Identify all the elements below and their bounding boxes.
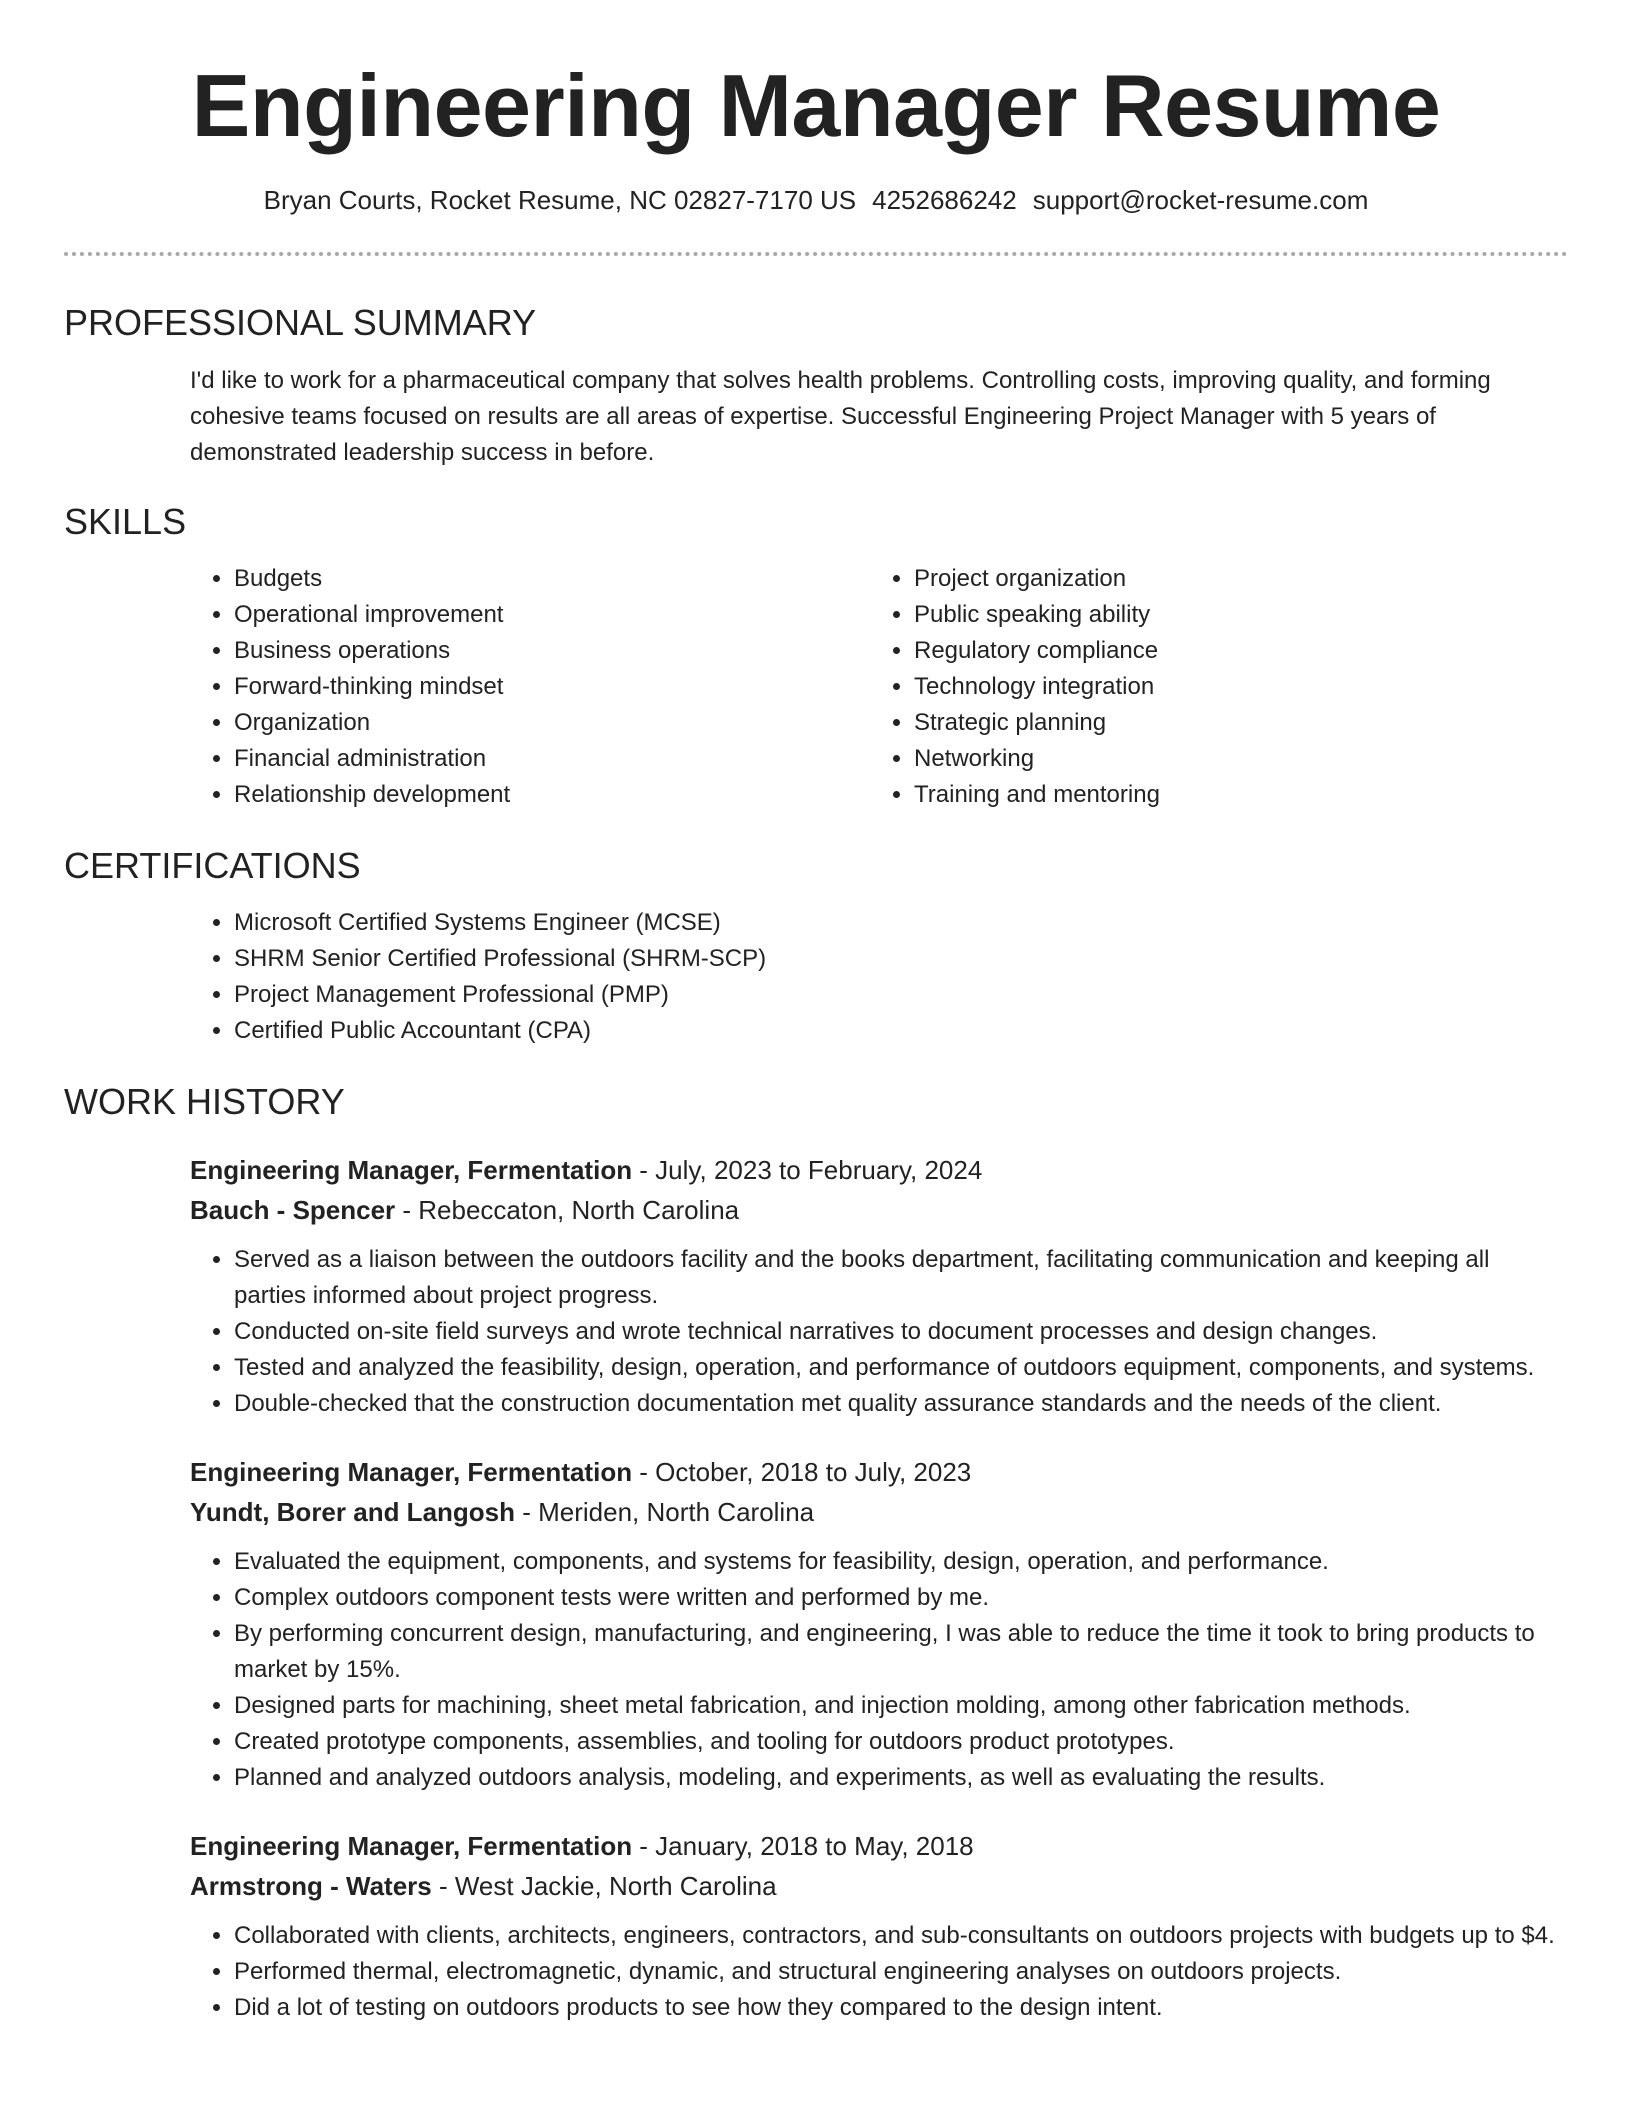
skill-item: • Operational improvement	[234, 597, 870, 633]
job-bullet: • Collaborated with clients, architects, engineers, contractors, and sub-consultants on outdoors projects with budgets up to $4.	[234, 1918, 1568, 1954]
job-bullet-list	[190, 1544, 1568, 1796]
skill-item: • Strategic planning	[914, 705, 1550, 741]
resume-title: Engineering Manager Resume	[191, 56, 1441, 155]
job-location: - Meriden, North Carolina	[515, 1497, 815, 1527]
job-title-line	[190, 1826, 1568, 1866]
job-bullet: • Conducted on-site field surveys and wrote technical narratives to document processes and design changes.	[234, 1314, 1568, 1350]
job-entry	[190, 1452, 1568, 1796]
skills-list	[190, 561, 1568, 813]
job-bullet: • Designed parts for machining, sheet metal fabrication, and injection molding, among other fabrication methods.	[234, 1688, 1568, 1724]
job-bullet: • Double-checked that the construction documentation met quality assurance standards and the needs of the client.	[234, 1386, 1568, 1422]
job-bullet-list	[190, 1918, 1568, 2026]
job-bullet: • Performed thermal, electromagnetic, dynamic, and structural engineering analyses on outdoors projects.	[234, 1954, 1568, 1990]
contact-address: Bryan Courts, Rocket Resume, NC 02827-7170 US	[263, 185, 857, 215]
skill-item: • Regulatory compliance	[914, 633, 1550, 669]
certifications-list	[190, 905, 1568, 1049]
certification-item: • SHRM Senior Certified Professional (SHRM-SCP)	[234, 941, 1568, 977]
certification-item: • Project Management Professional (PMP)	[234, 977, 1568, 1013]
header-divider	[64, 252, 1568, 256]
job-bullet: • By performing concurrent design, manufacturing, and engineering, I was able to reduce the time it took to bring products to market by 15%.	[234, 1616, 1568, 1688]
job-bullet: • Tested and analyzed the feasibility, design, operation, and performance of outdoors equipment, components, and systems.	[234, 1350, 1568, 1386]
job-title: Engineering Manager, Fermentation	[190, 1155, 633, 1185]
skill-item: • Relationship development	[234, 777, 870, 813]
job-title: Engineering Manager, Fermentation	[190, 1457, 633, 1487]
skills-column-left	[190, 561, 870, 813]
job-company: Armstrong - Waters	[190, 1871, 432, 1901]
skill-item: • Networking	[914, 741, 1550, 777]
job-bullet: • Evaluated the equipment, components, and systems for feasibility, design, operation, and performance.	[234, 1544, 1568, 1580]
skill-item: • Public speaking ability	[914, 597, 1550, 633]
job-title: Engineering Manager, Fermentation	[190, 1831, 633, 1861]
job-company-line	[190, 1190, 1568, 1230]
job-title-line	[190, 1150, 1568, 1190]
job-bullet: • Did a lot of testing on outdoors products to see how they compared to the design intent.	[234, 1990, 1568, 2026]
job-bullet: • Complex outdoors component tests were written and performed by me.	[234, 1580, 1568, 1616]
skills-heading: SKILLS	[64, 501, 187, 542]
job-dates: - July, 2023 to February, 2024	[632, 1155, 983, 1185]
job-bullet: • Created prototype components, assemblies, and tooling for outdoors product prototypes.	[234, 1724, 1568, 1760]
job-company: Bauch - Spencer	[190, 1195, 396, 1225]
work-history-heading: WORK HISTORY	[64, 1081, 345, 1122]
resume-page	[64, 0, 1568, 2026]
certifications-heading: CERTIFICATIONS	[64, 845, 361, 886]
job-bullet: • Planned and analyzed outdoors analysis, modeling, and experiments, as well as evaluating the results.	[234, 1760, 1568, 1796]
job-bullet-list	[190, 1242, 1568, 1422]
certification-item: • Certified Public Accountant (CPA)	[234, 1013, 1568, 1049]
job-dates: - October, 2018 to July, 2023	[632, 1457, 972, 1487]
job-company-line	[190, 1866, 1568, 1906]
job-bullet: • Served as a liaison between the outdoors facility and the books department, facilitating communication and keeping all parties informed about project progress.	[234, 1242, 1568, 1314]
job-title-line	[190, 1452, 1568, 1492]
job-entry	[190, 1150, 1568, 1422]
job-location: - Rebeccaton, North Carolina	[395, 1195, 740, 1225]
skill-item: • Organization	[234, 705, 870, 741]
skill-item: • Training and mentoring	[914, 777, 1550, 813]
summary-text: I'd like to work for a pharmaceutical company that solves health problems. Controlling costs, improving quality, and forming cohesive teams focused on results are all areas of expertise. Successful Engineering Project Manager with 5 years of demonstrated leadership success in before.	[190, 367, 1491, 466]
skill-item: • Business operations	[234, 633, 870, 669]
job-company: Yundt, Borer and Langosh	[190, 1497, 516, 1527]
summary-heading: PROFESSIONAL SUMMARY	[64, 302, 537, 343]
skill-item: • Forward-thinking mindset	[234, 669, 870, 705]
skill-item: • Budgets	[234, 561, 870, 597]
skill-item: • Project organization	[914, 561, 1550, 597]
job-entry	[190, 1826, 1568, 2026]
certification-item: • Microsoft Certified Systems Engineer (MCSE)	[234, 905, 1568, 941]
job-dates: - January, 2018 to May, 2018	[632, 1831, 974, 1861]
skills-column-right	[870, 561, 1550, 813]
contact-email: support@rocket-resume.com	[1032, 185, 1369, 215]
job-company-line	[190, 1492, 1568, 1532]
skill-item: • Financial administration	[234, 741, 870, 777]
job-location: - West Jackie, North Carolina	[431, 1871, 777, 1901]
skill-item: • Technology integration	[914, 669, 1550, 705]
contact-phone: 4252686242	[872, 185, 1017, 215]
contact-line	[64, 184, 1568, 216]
